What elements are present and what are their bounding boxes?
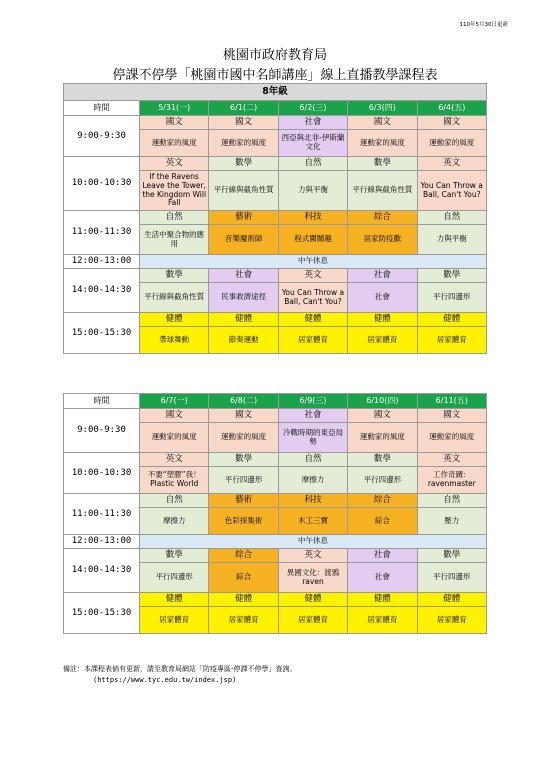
subject-row bbox=[64, 313, 487, 327]
subject-cell: 健體 bbox=[417, 593, 486, 607]
schedule-table-week2 bbox=[63, 393, 487, 634]
course-topic: 摩擦力 bbox=[278, 467, 347, 494]
subject-cell: 科技 bbox=[278, 211, 347, 225]
subject-cell: 健體 bbox=[209, 313, 278, 327]
subject-cell: 國文 bbox=[209, 116, 278, 130]
time-slot: 12:00-13:00 bbox=[64, 255, 140, 269]
subject-cell: 數學 bbox=[140, 269, 209, 283]
subject-row bbox=[64, 409, 487, 423]
day-header: 6/4(五) bbox=[417, 101, 486, 116]
course-topic: 不要“塑膠”我！Plastic World bbox=[140, 467, 209, 494]
course-topic: 運動家的風度 bbox=[209, 423, 278, 453]
course-topic: 色彩採集術 bbox=[209, 508, 278, 535]
course-topic: 運動家的風度 bbox=[348, 423, 417, 453]
subject-cell: 國文 bbox=[417, 116, 486, 130]
subject-cell: 藝術 bbox=[209, 494, 278, 508]
day-header: 6/3(四) bbox=[348, 101, 417, 116]
course-topic: 平行線與截角性質 bbox=[348, 171, 417, 211]
course-topic: 平行四邊形 bbox=[348, 467, 417, 494]
time-slot: 10:00-10:30 bbox=[64, 157, 140, 211]
subject-cell: 社會 bbox=[278, 116, 347, 130]
subject-cell: 英文 bbox=[417, 157, 486, 171]
subject-cell: 健體 bbox=[278, 313, 347, 327]
day-header: 6/7(一) bbox=[140, 394, 209, 409]
time-slot: 14:00-14:30 bbox=[64, 269, 140, 313]
course-topic: 運動家的風度 bbox=[417, 130, 486, 157]
course-topic: 摩擦力 bbox=[140, 508, 209, 535]
subject-cell: 綜合 bbox=[209, 549, 278, 563]
subject-cell: 社會 bbox=[348, 549, 417, 563]
time-slot: 9:00-9:30 bbox=[64, 116, 140, 157]
course-topic: 居家體育 bbox=[209, 607, 278, 634]
subject-cell: 國文 bbox=[209, 409, 278, 423]
header-row bbox=[64, 394, 487, 409]
day-header: 6/11(五) bbox=[417, 394, 486, 409]
week1-body bbox=[64, 101, 487, 354]
subject-cell: 社會 bbox=[278, 409, 347, 423]
course-topic: 居家體育 bbox=[278, 607, 347, 634]
course-topic: 生活中聚合物的應用 bbox=[140, 225, 209, 255]
course-topic: 居家體育 bbox=[348, 607, 417, 634]
subject-cell: 英文 bbox=[140, 453, 209, 467]
subject-cell: 英文 bbox=[278, 549, 347, 563]
subject-cell: 數學 bbox=[348, 453, 417, 467]
subject-cell: 國文 bbox=[348, 409, 417, 423]
course-topic: 居家體育 bbox=[140, 607, 209, 634]
header-row bbox=[64, 101, 487, 116]
lunch-row bbox=[64, 255, 487, 269]
course-topic: 音樂魔術師 bbox=[209, 225, 278, 255]
time-slot: 11:00-11:30 bbox=[64, 211, 140, 255]
subject-cell: 自然 bbox=[278, 453, 347, 467]
subject-cell: 健體 bbox=[209, 593, 278, 607]
subject-row bbox=[64, 211, 487, 225]
course-topic: 冷戰時期的東亞局勢 bbox=[278, 423, 347, 453]
course-topic: 民事救濟途徑 bbox=[209, 283, 278, 313]
course-topic: 居家體育 bbox=[278, 327, 347, 354]
subject-cell: 健體 bbox=[140, 593, 209, 607]
course-topic: 社會 bbox=[348, 283, 417, 313]
course-topic: 居家防疫歡 bbox=[348, 225, 417, 255]
time-slot: 15:00-15:30 bbox=[64, 593, 140, 634]
course-topic: 社會 bbox=[348, 563, 417, 593]
subject-cell: 藝術 bbox=[209, 211, 278, 225]
day-header: 6/1(二) bbox=[209, 101, 278, 116]
subject-row bbox=[64, 549, 487, 563]
subject-cell: 健體 bbox=[417, 313, 486, 327]
day-header: 5/31(一) bbox=[140, 101, 209, 116]
course-topic: 運動家的風度 bbox=[209, 130, 278, 157]
page-title: 桃園市政府教育局 bbox=[222, 48, 327, 63]
subject-row bbox=[64, 269, 487, 283]
subject-cell: 自然 bbox=[417, 494, 486, 508]
course-topic: 木工三寶 bbox=[278, 508, 347, 535]
course-topic: You Can Throw a Ball, Can't You? bbox=[278, 283, 347, 313]
footnote-url[interactable]: (https://www.tyc.edu.tw/index.jsp) bbox=[93, 676, 237, 684]
course-topic: 力與平衡 bbox=[278, 171, 347, 211]
subject-cell: 自然 bbox=[278, 157, 347, 171]
subject-row bbox=[64, 494, 487, 508]
subject-cell: 社會 bbox=[209, 269, 278, 283]
subject-row bbox=[64, 453, 487, 467]
grade-label: 8年級 bbox=[64, 84, 487, 101]
subject-cell: 國文 bbox=[140, 116, 209, 130]
subject-cell: 社會 bbox=[348, 269, 417, 283]
subject-cell: 健體 bbox=[348, 593, 417, 607]
day-header: 6/9(三) bbox=[278, 394, 347, 409]
time-header: 時間 bbox=[64, 101, 140, 116]
course-topic: 居家體育 bbox=[417, 607, 486, 634]
course-topic: 西亞與北非-伊斯蘭文化 bbox=[278, 130, 347, 157]
course-topic: 工作奇蹟：ravenmaster bbox=[417, 467, 486, 494]
subject-cell: 健體 bbox=[348, 313, 417, 327]
subject-row bbox=[64, 157, 487, 171]
week2-body bbox=[64, 394, 487, 634]
subject-cell: 英文 bbox=[140, 157, 209, 171]
lunch-break: 中午休息 bbox=[140, 535, 487, 549]
course-topic: 居家體育 bbox=[417, 327, 486, 354]
time-slot: 9:00-9:30 bbox=[64, 409, 140, 453]
course-topic: 平行四邊形 bbox=[417, 563, 486, 593]
subject-cell: 健體 bbox=[278, 593, 347, 607]
course-topic: 居家體育 bbox=[348, 327, 417, 354]
footnote: 備註：本課程表倘有更新，請至教育局網站「防疫專區-停課不停學」查詢。 bbox=[63, 665, 297, 673]
subject-cell: 國文 bbox=[348, 116, 417, 130]
subject-cell: 數學 bbox=[140, 549, 209, 563]
time-slot: 12:00-13:00 bbox=[64, 535, 140, 549]
course-topic: 平行四邊形 bbox=[209, 467, 278, 494]
subject-cell: 健體 bbox=[140, 313, 209, 327]
time-slot: 11:00-11:30 bbox=[64, 494, 140, 535]
course-topic: 綜合 bbox=[348, 508, 417, 535]
time-slot: 14:00-14:30 bbox=[64, 549, 140, 593]
course-topic: 綜合 bbox=[209, 563, 278, 593]
subject-cell: 數學 bbox=[348, 157, 417, 171]
subject-cell: 自然 bbox=[417, 211, 486, 225]
subject-cell: 科技 bbox=[278, 494, 347, 508]
subject-cell: 數學 bbox=[209, 453, 278, 467]
course-topic: 運動家的風度 bbox=[417, 423, 486, 453]
course-topic: If the Ravens Leave the Tower, the Kingdom Will Fall bbox=[140, 171, 209, 211]
lunch-break: 中午休息 bbox=[140, 255, 487, 269]
course-topic: 運動家的風度 bbox=[140, 423, 209, 453]
day-header: 6/10(四) bbox=[348, 394, 417, 409]
course-topic: 平行四邊形 bbox=[417, 283, 486, 313]
subject-cell: 英文 bbox=[278, 269, 347, 283]
course-topic: 壓力 bbox=[417, 508, 486, 535]
time-header: 時間 bbox=[64, 394, 140, 409]
lunch-row bbox=[64, 535, 487, 549]
course-topic: 運動家的風度 bbox=[140, 130, 209, 157]
course-topic: 平行四邊形 bbox=[140, 563, 209, 593]
course-topic: 力與平衡 bbox=[417, 225, 486, 255]
subject-row bbox=[64, 116, 487, 130]
subject-cell: 綜合 bbox=[348, 211, 417, 225]
subject-cell: 自然 bbox=[140, 211, 209, 225]
subject-cell: 數學 bbox=[417, 549, 486, 563]
subject-cell: 綜合 bbox=[348, 494, 417, 508]
course-topic: 帶球舞動 bbox=[140, 327, 209, 354]
subject-cell: 國文 bbox=[140, 409, 209, 423]
time-slot: 15:00-15:30 bbox=[64, 313, 140, 354]
course-topic: 運動家的風度 bbox=[348, 130, 417, 157]
schedule-table-week1 bbox=[63, 83, 487, 354]
course-topic: 程式闖關趣 bbox=[278, 225, 347, 255]
course-topic: 異國文化：渡鴉raven bbox=[278, 563, 347, 593]
subject-cell: 自然 bbox=[140, 494, 209, 508]
subject-cell: 英文 bbox=[417, 453, 486, 467]
time-slot: 10:00-10:30 bbox=[64, 453, 140, 494]
subject-cell: 數學 bbox=[209, 157, 278, 171]
subject-cell: 數學 bbox=[417, 269, 486, 283]
update-date: 110年5月30日更新 bbox=[459, 22, 508, 28]
course-topic: You Can Throw a Ball, Can't You? bbox=[417, 171, 486, 211]
subject-row bbox=[64, 593, 487, 607]
day-header: 6/8(二) bbox=[209, 394, 278, 409]
course-topic: 平行線與截角性質 bbox=[209, 171, 278, 211]
page-subtitle: 停課不停學「桃園市國中名師講座」線上直播教學課程表 bbox=[112, 68, 438, 83]
course-topic: 平行線與截角性質 bbox=[140, 283, 209, 313]
course-topic: 節奏運動 bbox=[209, 327, 278, 354]
subject-cell: 國文 bbox=[417, 409, 486, 423]
day-header: 6/2(三) bbox=[278, 101, 347, 116]
